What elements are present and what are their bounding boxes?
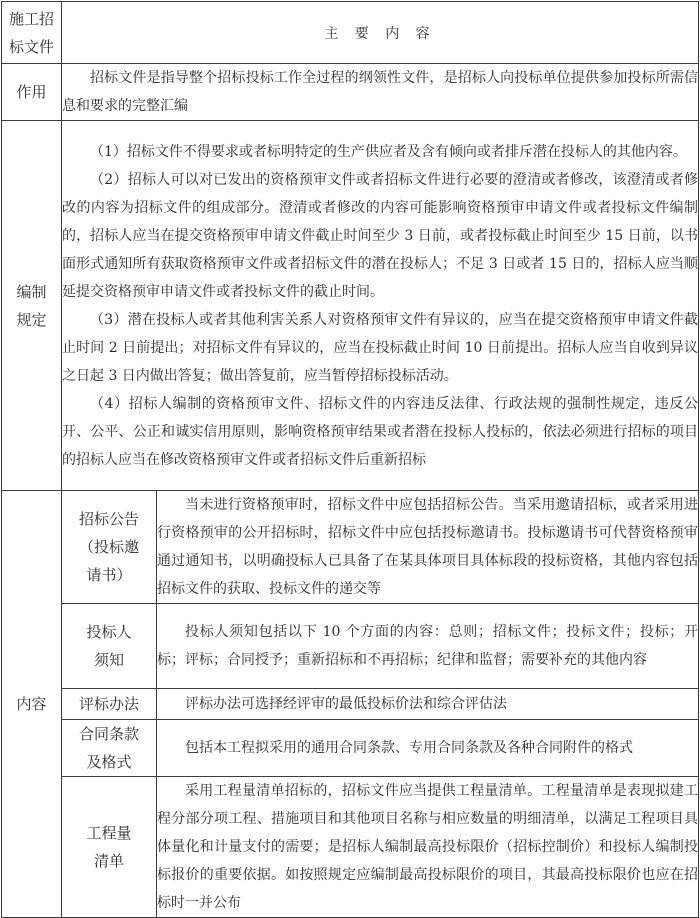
content-item-text-instructions [157, 604, 699, 689]
contract-label-line1: 合同条款 [78, 725, 139, 743]
header-col1-line1: 施工招 [8, 9, 54, 28]
content-row-instructions [2, 604, 699, 689]
row-compile-label-line1: 编制 [16, 282, 47, 301]
row-content-label: 内容 [2, 491, 62, 918]
content-row-evaluation [2, 689, 699, 720]
compile-paragraph-4: （4）招标人编制的资格预审文件、招标文件的内容违反法律、行政法规的强制性规定，违反公开、公平、公正和诚实信用原则，影响资格预审结果或者潜在投标人投标的，依法必须进行招标的项目的招标人应当在修改资格预审文件或者招标文件后重新招标 [62, 395, 698, 468]
row-role [2, 64, 699, 121]
content-item-text-evaluation [157, 689, 699, 720]
content-row-notice [2, 491, 699, 604]
instructions-label-line1: 投标人 [86, 623, 132, 641]
tender-document-table [1, 1, 699, 918]
content-row-bill-of-quantities [2, 777, 699, 918]
content-item-text-notice [157, 491, 699, 604]
row-compile-label-line2: 规定 [16, 310, 47, 329]
content-item-label-bill [62, 777, 157, 918]
content-item-label-notice [62, 491, 157, 604]
notice-label-line2: （投标邀 [78, 538, 139, 556]
compile-paragraph-2: （2）招标人可以对已发出的资格预审文件或者招标文件进行必要的澄清或者修改，该澄清或者修改的内容为招标文件的组成部分。澄清或者修改的内容可能影响资格预审申请文件或者投标文件编制的，招标人应当在提交资格预审申请文件截止时间至少 3 日前，或者投标截止时间至少 15 日前，以书面形式通知所有获取资格预审文件或者招标文件的潜在投标人；不足 3 日或者 15 日的，招标人应当顺延提交资格预审申请文件或者投标文件的截止时间。 [62, 171, 698, 300]
row-role-text [62, 64, 699, 121]
row-role-paragraph: 招标文件是指导整个招标投标工作全过程的纲领性文件，是招标人向投标单位提供参加投标所需信息和要求的完整汇编 [62, 70, 698, 114]
evaluation-label-line1: 评标办法 [78, 695, 139, 713]
instructions-label-line2: 须知 [93, 651, 124, 669]
evaluation-paragraph: 评标办法可选择经评审的最低投标价法和综合评估法 [185, 696, 507, 712]
content-item-label-evaluation [62, 689, 157, 720]
notice-label-line3: 请书） [86, 566, 132, 584]
row-role-label: 作用 [2, 64, 62, 121]
header-col1-line2: 标文件 [8, 37, 54, 56]
content-item-label-instructions [62, 604, 157, 689]
header-col1 [2, 2, 62, 64]
compile-paragraph-3: （3）潜在投标人或者其他利害关系人对资格预审文件有异议的，应当在提交资格预审申请文件截止时间 2 日前提出；对招标文件有异议的，应当在投标截止时间 10 日前提出。招标人应当自收到异议之日起 3 日内做出答复；做出答复前，应当暂停招标投标活动。 [62, 311, 698, 384]
row-compile-text [62, 121, 699, 491]
instructions-paragraph: 投标人须知包括以下 10 个方面的内容：总则；招标文件；投标文件；投标；开标；评标；合同授予；重新招标和不再招标；纪律和监督；需要补充的其他内容 [157, 624, 698, 668]
contract-label-line2: 及格式 [86, 753, 132, 771]
notice-paragraph: 当未进行资格预审时，招标文件中应包括招标公告。当采用邀请招标，或者采用进行资格预审的公开招标时，招标文件中应包括投标邀请书。投标邀请书可代替资格预审通过通知书，以明确投标人已具备了在某具体项目具体标段的投标资格，其他内容包括招标文件的获取、投标文件的递交等 [157, 497, 698, 597]
content-item-text-bill [157, 777, 699, 918]
compile-paragraph-1: （1）招标文件不得要求或者标明特定的生产供应者及含有倾向或者排斥潜在投标人的其他内容。 [90, 143, 687, 160]
row-compile-rules [2, 121, 699, 491]
contract-paragraph: 包括本工程拟采用的通用合同条款、专用合同条款及各种合同附件的格式 [185, 740, 633, 756]
content-item-label-contract [62, 720, 157, 777]
bill-label-line1: 工程量 [86, 824, 132, 842]
content-row-contract [2, 720, 699, 777]
header-col2: 主 要 内 容 [62, 2, 699, 64]
bill-label-line2: 清单 [93, 852, 124, 870]
notice-label-line1: 招标公告 [78, 510, 139, 528]
row-compile-label [2, 121, 62, 491]
content-item-text-contract [157, 720, 699, 777]
table-header-row [2, 2, 699, 64]
bill-paragraph: 采用工程量清单招标的，招标文件应当提供工程量清单。工程量清单是表现拟建工程分部分项工程、措施项目和其他项目名称与相应数量的明细清单，以满足工程项目具体量化和计量支付的需要；是招标人编制最高投标限价（招标控制价）和投标人编制投标报价的重要依据。如按照规定应编制最高投标限价的项目，其最高投标限价也应在招标时一并公布 [157, 783, 698, 911]
